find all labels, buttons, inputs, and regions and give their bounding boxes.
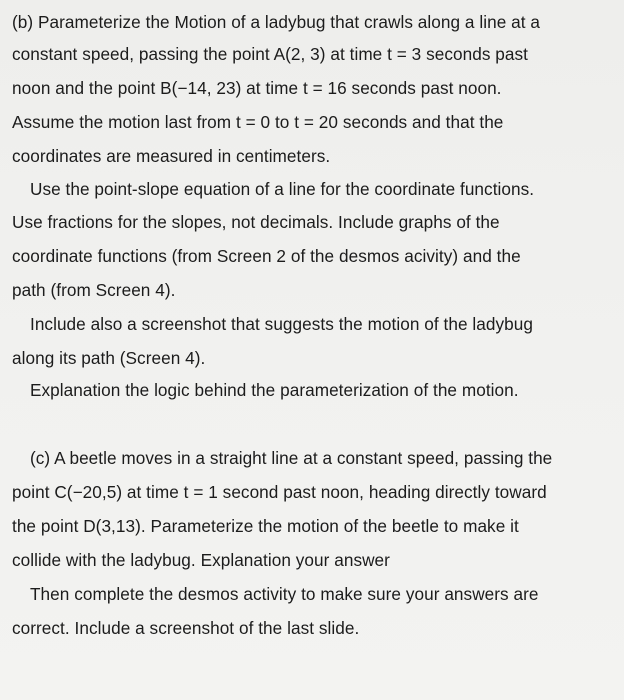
part-b-line-4: Assume the motion last from t = 0 to t = 20 seconds and that the [12,112,504,132]
part-c-line-2: point C(−20,5) at time t = 1 second past noon, heading directly toward [12,482,547,502]
part-c-line-1: (c) A beetle moves in a straight line at a constant speed, passing the [30,448,553,468]
part-b-line-3: noon and the point B(−14, 23) at time t = 16 seconds past noon. [12,78,502,98]
part-b-line-1: (b) Parameterize the Motion of a ladybug that crawls along a line at a [12,12,541,32]
part-b-line-2: constant speed, passing the point A(2, 3) at time t = 3 seconds past [12,44,528,64]
part-b-line-8: coordinate functions (from Screen 2 of the desmos acivity) and the [12,246,521,266]
part-b-line-7: Use fractions for the slopes, not decimals. Include graphs of the [12,212,500,232]
part-b-line-9: path (from Screen 4). [12,280,176,300]
part-c-line-4: collide with the ladybug. Explanation your answer [12,550,390,570]
part-b-line-5: coordinates are measured in centimeters. [12,146,331,166]
part-c-line-6: correct. Include a screenshot of the last slide. [12,618,360,638]
part-c-line-3: the point D(3,13). Parameterize the motion of the beetle to make it [12,516,519,536]
part-b-line-6: Use the point-slope equation of a line for the coordinate functions. [30,179,535,199]
part-b-line-12: Explanation the logic behind the parameterization of the motion. [30,380,519,400]
part-b-line-10: Include also a screenshot that suggests the motion of the ladybug [30,314,533,334]
part-c-line-5: Then complete the desmos activity to make sure your answers are [30,584,539,604]
part-b-line-11: along its path (Screen 4). [12,348,206,368]
